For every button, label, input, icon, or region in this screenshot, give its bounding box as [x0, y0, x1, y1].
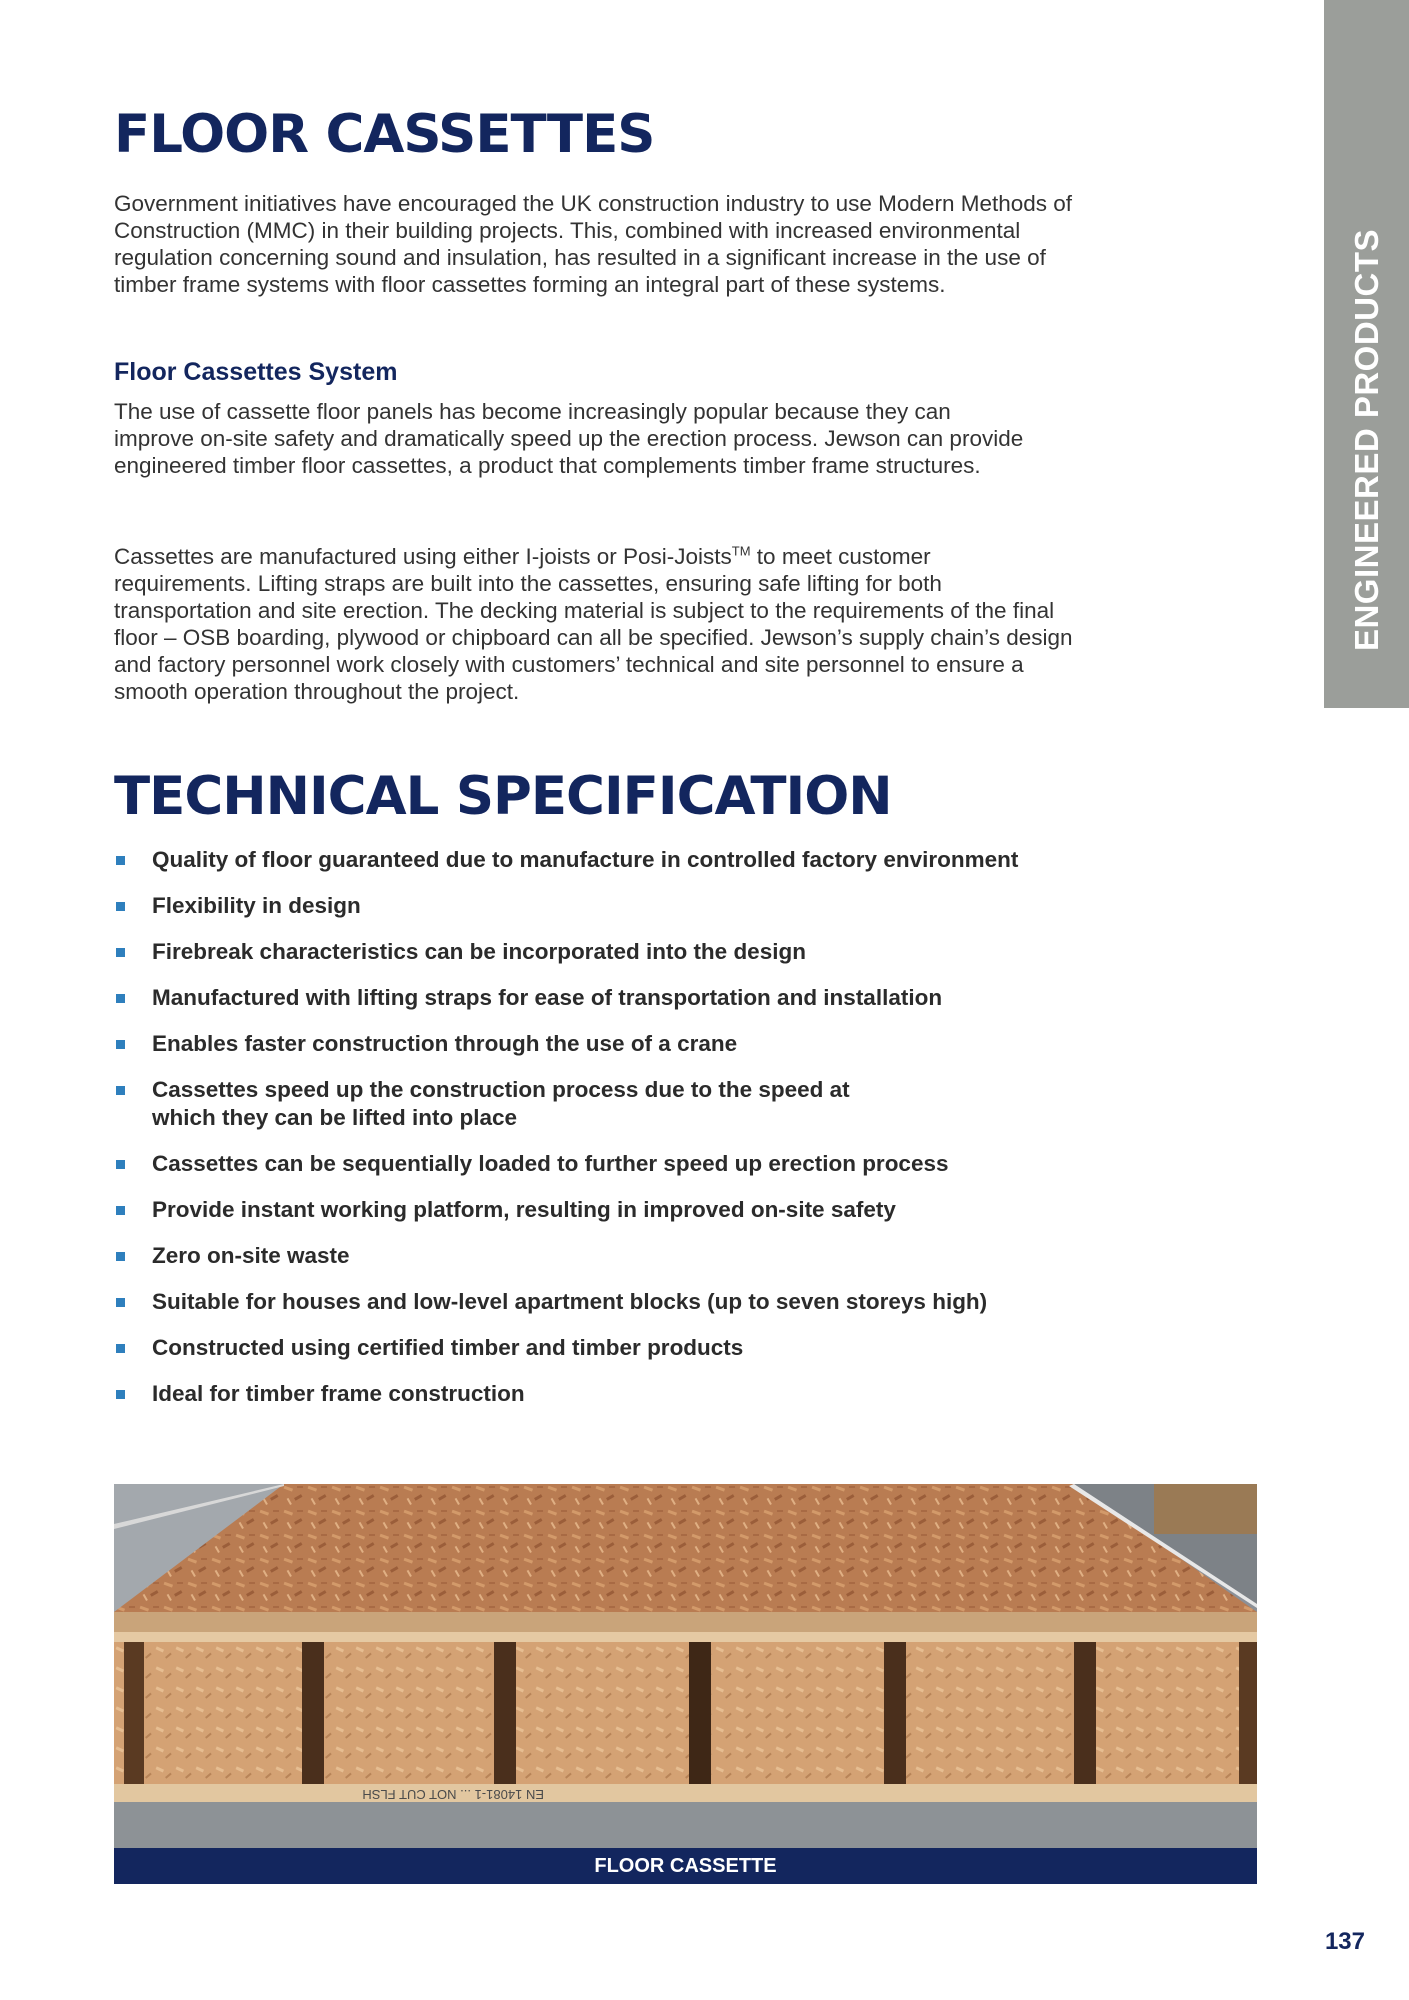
list-item: Cassettes speed up the construction process due to the speed at which they can be lifted into place	[114, 1076, 872, 1132]
trademark-superscript: TM	[731, 543, 751, 559]
joist-print-text: EN 14081-1 ... NOT CUT FLSH	[362, 1787, 544, 1802]
bullet-square-icon	[116, 1252, 125, 1261]
page-title: FLOOR CASSETTES	[114, 104, 655, 165]
list-item: Zero on-site waste	[114, 1242, 1074, 1270]
floor-cassette-illustration	[114, 1484, 1257, 1884]
page-number: 137	[1324, 1928, 1365, 1955]
bullet-square-icon	[116, 1086, 125, 1095]
bullet-square-icon	[116, 994, 125, 1003]
photo-caption: FLOOR CASSETTE	[114, 1848, 1257, 1884]
bullet-square-icon	[116, 1206, 125, 1215]
bullet-square-icon	[116, 1390, 125, 1399]
bullet-square-icon	[116, 902, 125, 911]
section-side-tab	[1324, 0, 1409, 708]
list-item: Manufactured with lifting straps for ease of transportation and installation	[114, 984, 1074, 1012]
side-tab-label: ENGINEERED PRODUCTS	[1347, 228, 1385, 652]
tech-spec-title: TECHNICAL SPECIFICATION	[114, 766, 892, 827]
list-item: Ideal for timber frame construction	[114, 1380, 1074, 1408]
list-item: Firebreak characteristics can be incorporated into the design	[114, 938, 1074, 966]
system-paragraph-2	[114, 543, 1074, 705]
list-item: Enables faster construction through the use of a crane	[114, 1030, 1074, 1058]
list-item: Cassettes can be sequentially loaded to further speed up erection process	[114, 1150, 1074, 1178]
bullet-square-icon	[116, 1344, 125, 1353]
list-item: Flexibility in design	[114, 892, 1074, 920]
system-paragraph-1: The use of cassette floor panels has become increasingly popular because they can improve on-site safety and dramatically speed up the erection process. Jewson can provide engineered timber floor cassettes, a product that complements timber frame structures.	[114, 399, 1024, 478]
floor-cassette-photo	[114, 1484, 1257, 1884]
list-item: Provide instant working platform, resulting in improved on-site safety	[114, 1196, 1074, 1224]
list-item: Constructed using certified timber and timber products	[114, 1334, 1074, 1362]
bullet-square-icon	[116, 1040, 125, 1049]
bullet-square-icon	[116, 856, 125, 865]
system-paragraph-2-part-b: to meet customer requirements. Lifting straps are built into the cassettes, ensuring safe lifting for both transportation and site erection. The decking material is subject to the requirements of the final floor – OSB boarding, plywood or chipboard can all be specified. Jewson’s supply chain’s design and factory personnel work closely with customers’ technical and site personnel to ensure a smooth operation throughout the project.	[114, 544, 1073, 704]
bullet-square-icon	[116, 1298, 125, 1307]
subheading-floor-cassettes-system: Floor Cassettes System	[114, 358, 398, 386]
spec-list	[114, 846, 1074, 1426]
intro-paragraph: Government initiatives have encouraged the UK construction industry to use Modern Methods of Construction (MMC) in their building projects. This, combined with increased environmental regulation concerning sound and insulation, has resulted in a significant increase in the use of timber frame systems with floor cassettes forming an integral part of these systems.	[114, 191, 1073, 297]
bullet-square-icon	[116, 948, 125, 957]
system-paragraph-2-part-a: Cassettes are manufactured using either I-joists or Posi-Joists	[114, 544, 732, 569]
list-item: Quality of floor guaranteed due to manufacture in controlled factory environment	[114, 846, 1074, 874]
bullet-square-icon	[116, 1160, 125, 1169]
list-item: Suitable for houses and low-level apartment blocks (up to seven storeys high)	[114, 1288, 1074, 1316]
